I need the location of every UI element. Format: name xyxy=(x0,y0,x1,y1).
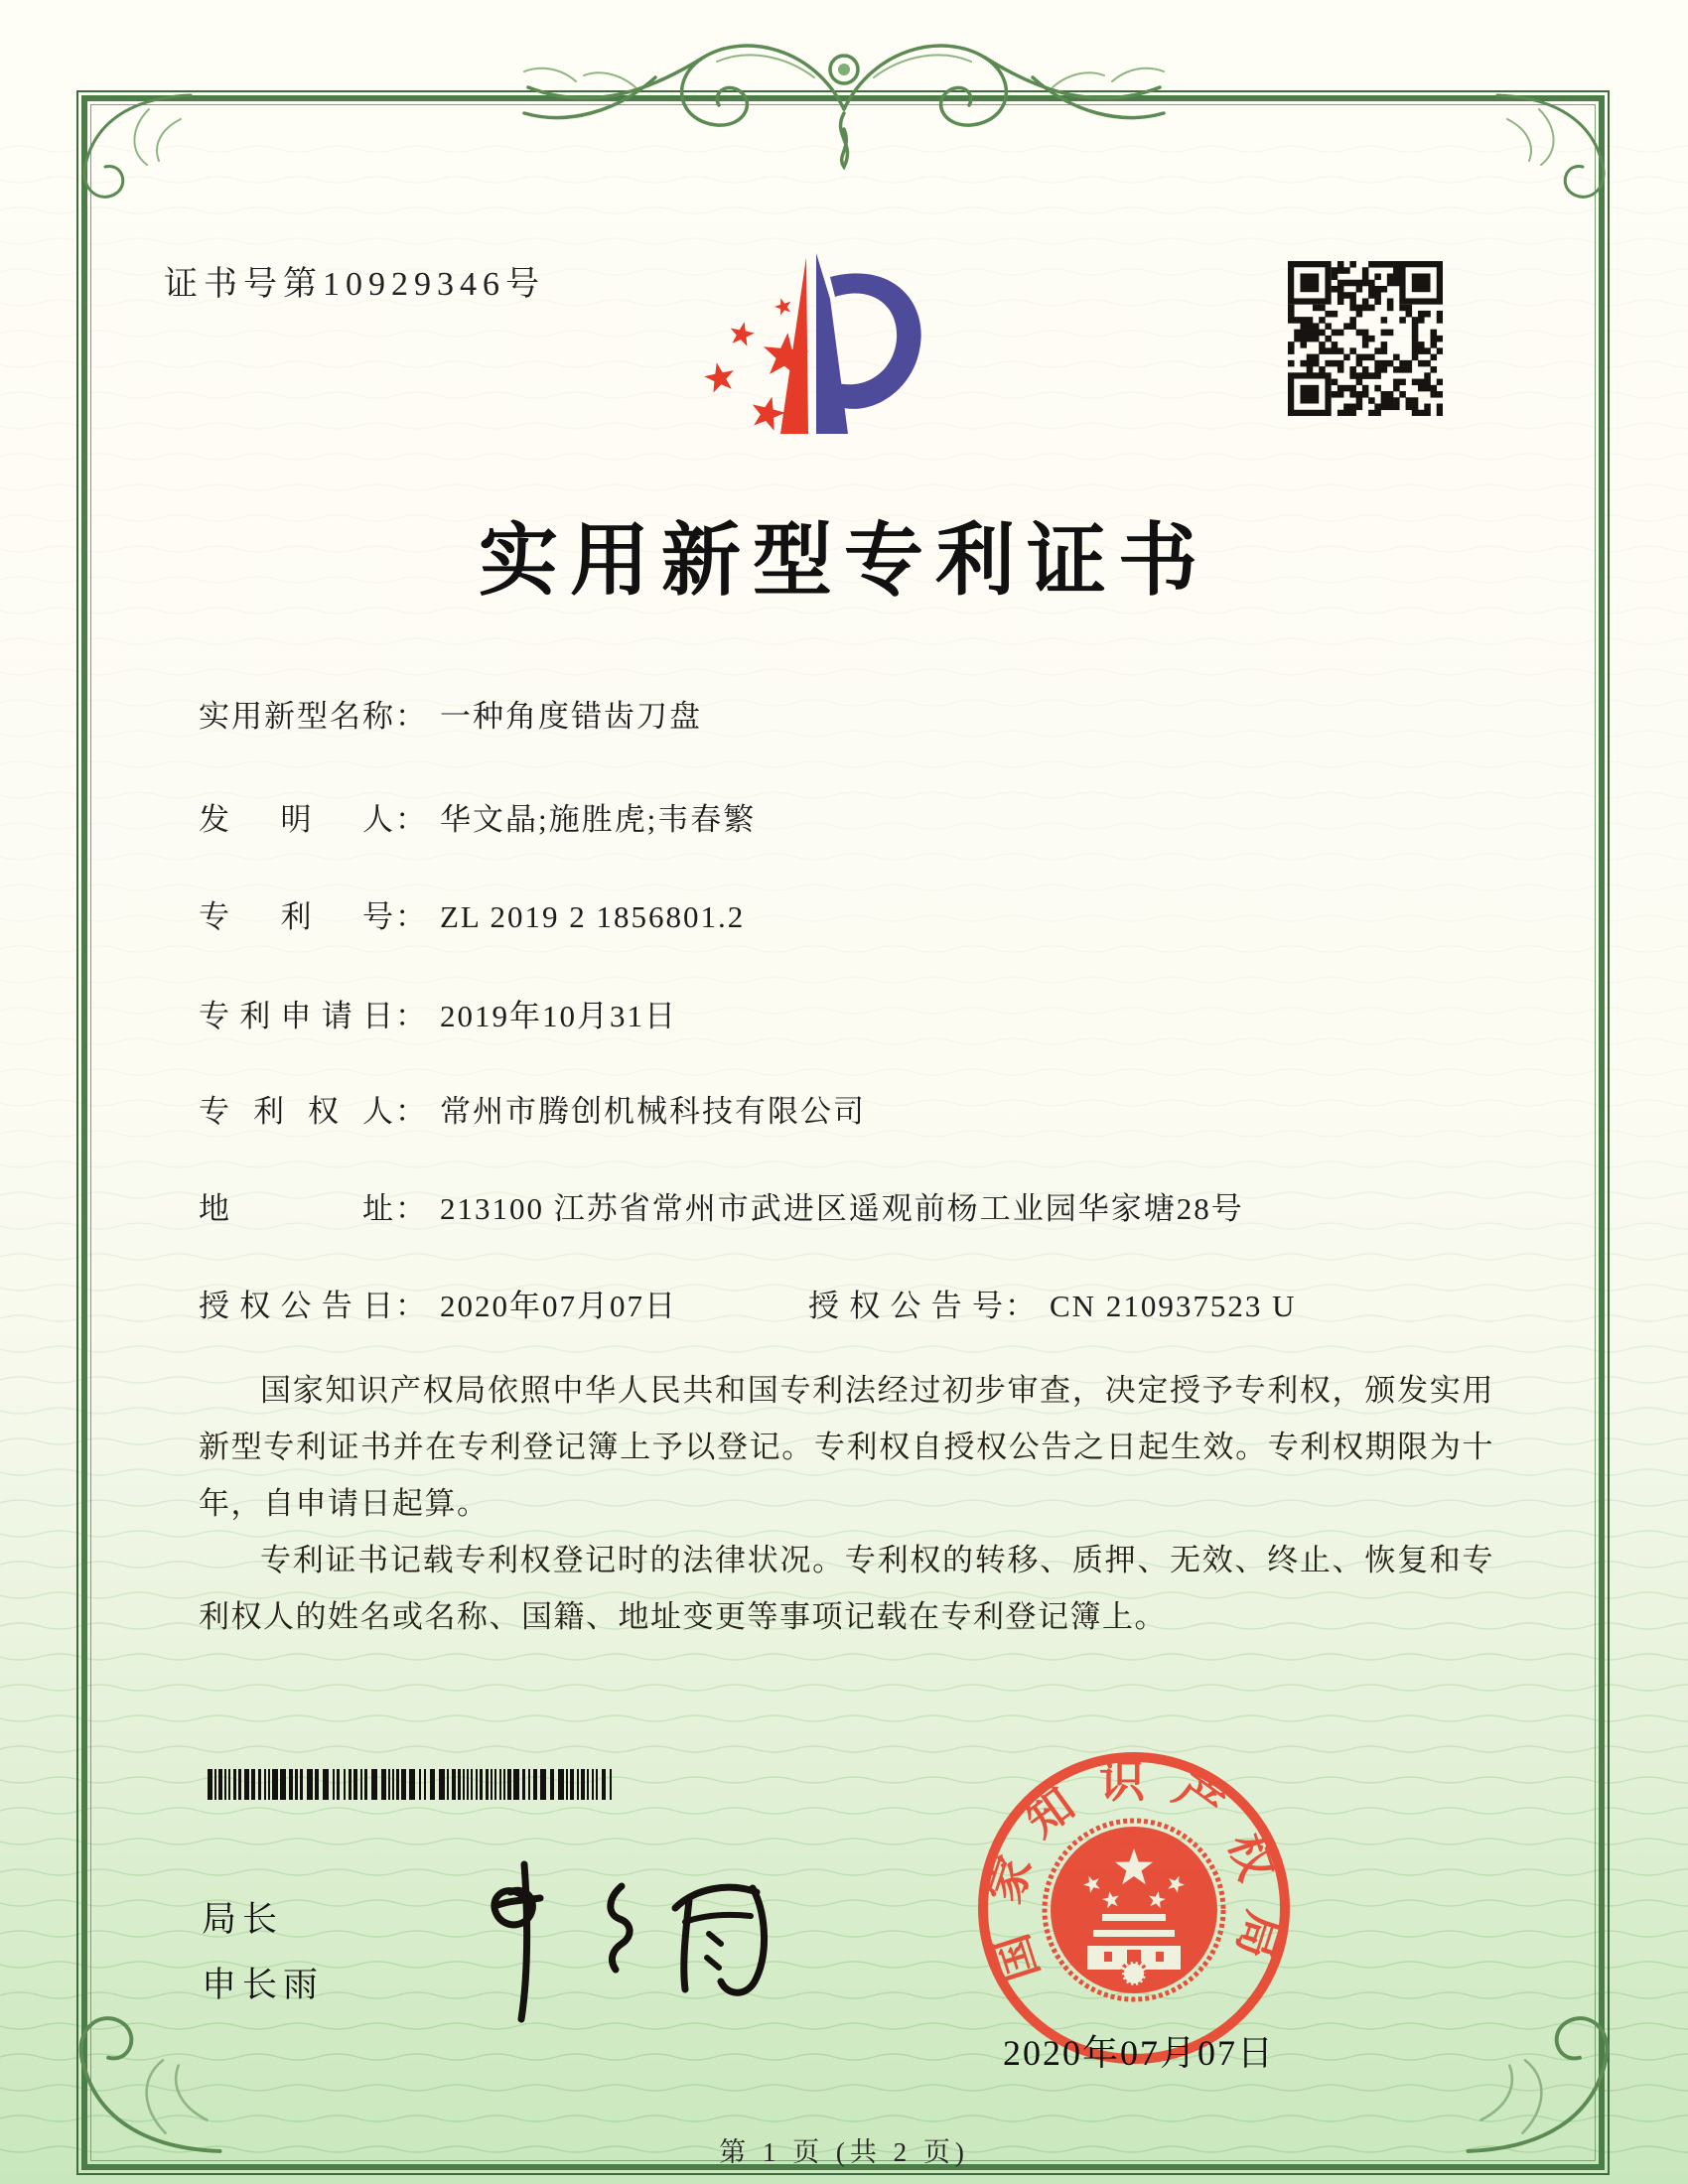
field-value: 213100 江苏省常州市武进区遥观前杨工业园华家塘28号 xyxy=(440,1191,1244,1226)
field-label: 实用新型名称 xyxy=(199,699,393,734)
field-row xyxy=(199,794,1509,839)
field-label: 发明人 xyxy=(199,802,393,837)
national-emblem-icon xyxy=(1045,1821,1223,1999)
field-row xyxy=(199,691,1509,736)
field-value: CN 210937523 U xyxy=(1050,1289,1297,1323)
field-colon: ： xyxy=(395,1094,426,1129)
field-row xyxy=(199,991,1509,1035)
field-colon: ： xyxy=(395,1191,426,1226)
field-row xyxy=(199,1183,1509,1228)
cnipa-logo-icon xyxy=(688,246,926,437)
qr-code xyxy=(1288,261,1443,416)
field-row xyxy=(199,891,1509,936)
certificate-title: 实用新型专利证书 xyxy=(479,518,1209,606)
legal-text-block xyxy=(199,1362,1494,1645)
field-colon: ： xyxy=(395,699,426,734)
legal-paragraph: 国家知识产权局依照中华人民共和国专利法经过初步审查，决定授予专利权，颁发实用新型专利证书并在专利登记簿上予以登记。专利权自授权公告之日起生效。专利权期限为十年，自申请日起算。 xyxy=(199,1373,1494,1521)
field-colon: ： xyxy=(395,1289,426,1323)
field-label: 专利申请日 xyxy=(199,999,393,1033)
signature-handwriting-icon xyxy=(465,1854,792,2031)
seal-date: 2020年07月07日 xyxy=(1002,2033,1275,2073)
director-title: 局长 xyxy=(202,1900,284,1939)
field-value: 2020年07月07日 xyxy=(440,1289,677,1323)
field-colon: ： xyxy=(395,899,426,934)
field-value: 常州市腾创机械科技有限公司 xyxy=(440,1094,866,1129)
field-colon: ： xyxy=(395,802,426,837)
field-value: 2019年10月31日 xyxy=(440,999,677,1033)
field-label: 授权公告号 xyxy=(808,1289,1003,1323)
certificate-number: 证书号第10929346号 xyxy=(164,266,545,303)
field-label: 地址 xyxy=(199,1191,393,1226)
seal-text: 国家知识产权局 xyxy=(978,1755,1290,1987)
page-footer: 第 1 页 (共 2 页) xyxy=(719,2137,969,2167)
field-label: 专利权人 xyxy=(199,1094,393,1129)
field-value: 华文晶;施胜虎;韦春繁 xyxy=(440,802,757,837)
director-name: 申长雨 xyxy=(202,1966,325,2004)
field-value: ZL 2019 2 1856801.2 xyxy=(440,899,746,934)
field-colon: ： xyxy=(395,999,426,1033)
field-row xyxy=(199,1281,1509,1325)
field-colon: ： xyxy=(1005,1289,1036,1323)
legal-paragraph: 专利证书记载专利权登记时的法律状况。专利权的转移、质押、无效、终止、恢复和专利权人的姓名或名称、国籍、地址变更等事项记载在专利登记簿上。 xyxy=(199,1543,1494,1634)
barcode xyxy=(208,1769,617,1800)
field-value: 一种角度错齿刀盘 xyxy=(440,699,702,734)
field-label: 专利号 xyxy=(199,899,393,934)
field-row xyxy=(199,1086,1509,1131)
field-label: 授权公告日 xyxy=(199,1289,393,1323)
